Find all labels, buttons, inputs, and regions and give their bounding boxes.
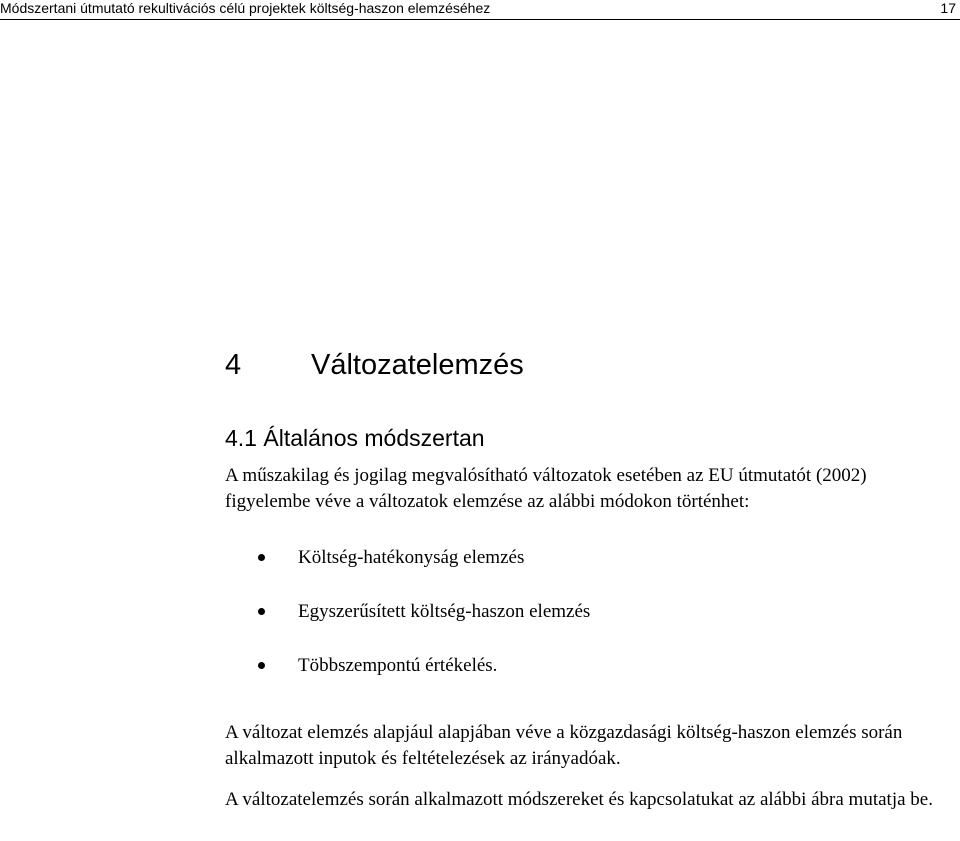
list-item-text: Egyszerűsített költség-haszon elemzés xyxy=(298,601,591,622)
page-header xyxy=(0,0,960,20)
document-title: Módszertani útmutató rekultivációs célú projektek költség-haszon elemzéséhez xyxy=(0,0,491,16)
section-number: 4 xyxy=(225,349,242,381)
basis-paragraph: A változat elemzés alapjául alapjában véve a közgazdasági költség-haszon elemzés során alkalmazott inputok és feltételezések az irányadóak. xyxy=(225,722,903,769)
list-item-text: Többszempontú értékelés. xyxy=(298,655,498,676)
section-title: Változatelemzés xyxy=(311,349,524,381)
list-item-text: Költség-hatékonyság elemzés xyxy=(298,547,525,568)
subsection-heading: 4.1 Általános módszertan xyxy=(225,425,485,451)
page-number: 17 xyxy=(940,0,956,16)
methods-paragraph: A változatelemzés során alkalmazott módszereket és kapcsolatukat az alábbi ábra mutatja be. xyxy=(225,789,933,810)
bullet-icon xyxy=(258,662,265,669)
bullet-icon xyxy=(258,608,265,615)
bullet-icon xyxy=(258,554,265,561)
intro-paragraph: A műszakilag és jogilag megvalósítható változatok esetében az EU útmutatót (2002) figyelembe véve a változatok elemzése az alábbi módokon történhet: xyxy=(225,465,867,512)
section-heading xyxy=(225,345,524,385)
